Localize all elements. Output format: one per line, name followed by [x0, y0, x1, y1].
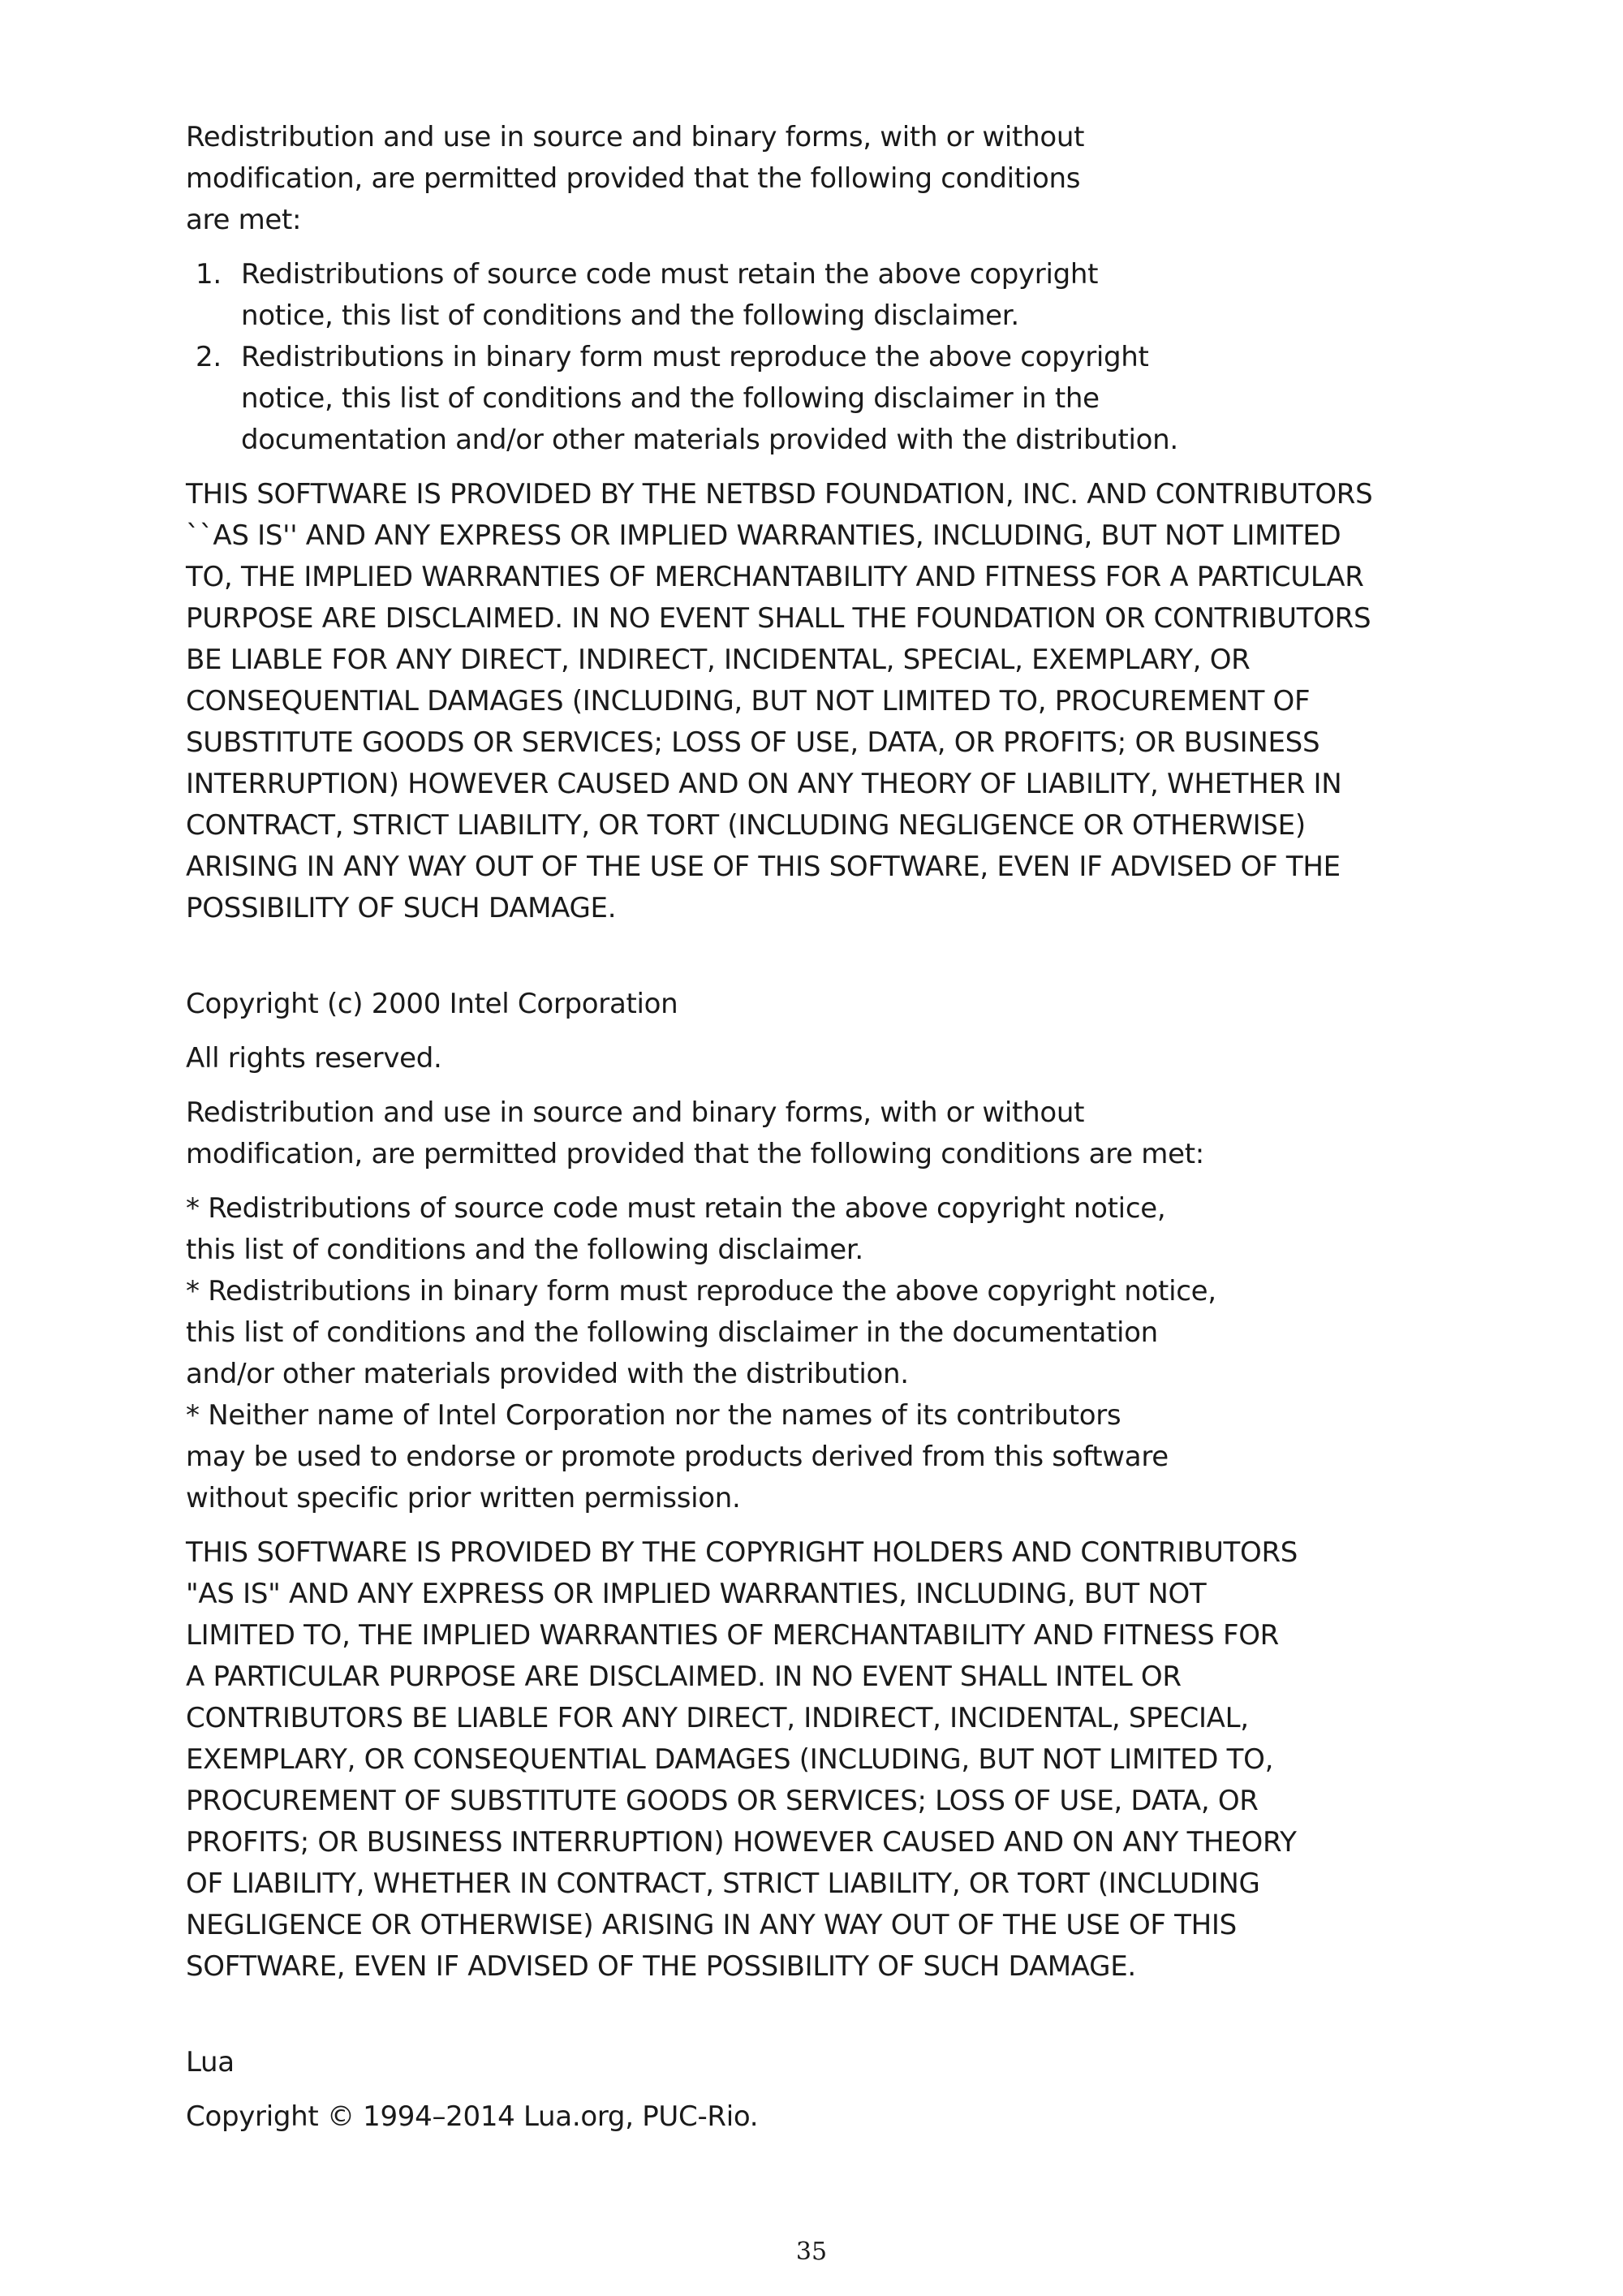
text-line: CONSEQUENTIAL DAMAGES (INCLUDING, BUT NOT LIMITED TO, PROCUREMENT OF — [186, 685, 1311, 717]
text-line: * Redistributions of source code must retain the above copyright notice, — [186, 1192, 1166, 1225]
text-line: modification, are permitted provided that the following conditions — [186, 162, 1081, 195]
text-line: and/or other materials provided with the distribution. — [186, 1358, 909, 1390]
text-line: All rights reserved. — [186, 1042, 442, 1075]
text-line: POSSIBILITY OF SUCH DAMAGE. — [186, 892, 617, 924]
conditions-list — [186, 254, 1468, 461]
text-line: modification, are permitted provided that the following conditions are met: — [186, 1138, 1204, 1170]
page-number: 35 — [795, 2238, 828, 2266]
text-line: may be used to endorse or promote products derived from this software — [186, 1441, 1169, 1473]
text-line: SOFTWARE, EVEN IF ADVISED OF THE POSSIBILITY OF SUCH DAMAGE. — [186, 1950, 1136, 1983]
text-line: * Redistributions in binary form must reproduce the above copyright notice, — [186, 1275, 1216, 1307]
license-intro-paragraph — [186, 1092, 1468, 1175]
text-line: notice, this list of conditions and the following disclaimer. — [241, 299, 1019, 332]
section-title — [186, 2042, 1468, 2083]
text-line: documentation and/or other materials provided with the distribution. — [241, 424, 1178, 456]
text-line: * Neither name of Intel Corporation nor the names of its contributors — [186, 1399, 1121, 1432]
copyright-heading — [186, 2096, 1468, 2138]
text-line: Lua — [186, 2046, 235, 2078]
text-line: CONTRACT, STRICT LIABILITY, OR TORT (INCLUDING NEGLIGENCE OR OTHERWISE) — [186, 809, 1306, 842]
text-line: this list of conditions and the following disclaimer in the documentation — [186, 1316, 1158, 1349]
text-line: are met: — [186, 204, 302, 236]
text-line: Copyright © 1994–2014 Lua.org, PUC-Rio. — [186, 2100, 759, 2133]
text-line: ``AS IS'' AND ANY EXPRESS OR IMPLIED WARRANTIES, INCLUDING, BUT NOT LIMITED — [186, 519, 1341, 552]
text-line: THIS SOFTWARE IS PROVIDED BY THE NETBSD FOUNDATION, INC. AND CONTRIBUTORS — [186, 478, 1373, 510]
text-line: "AS IS" AND ANY EXPRESS OR IMPLIED WARRANTIES, INCLUDING, BUT NOT — [186, 1578, 1207, 1610]
condition-item — [186, 254, 1468, 337]
text-line: NEGLIGENCE OR OTHERWISE) ARISING IN ANY WAY OUT OF THE USE OF THIS — [186, 1909, 1237, 1941]
text-line: A PARTICULAR PURPOSE ARE DISCLAIMED. IN NO EVENT SHALL INTEL OR — [186, 1661, 1182, 1693]
text-line: EXEMPLARY, OR CONSEQUENTIAL DAMAGES (INCLUDING, BUT NOT LIMITED TO, — [186, 1743, 1274, 1776]
text-line: Redistribution and use in source and binary forms, with or without — [186, 1096, 1085, 1129]
text-line: BE LIABLE FOR ANY DIRECT, INDIRECT, INCIDENTAL, SPECIAL, EXEMPLARY, OR — [186, 644, 1251, 676]
text-line: Redistribution and use in source and binary forms, with or without — [186, 121, 1085, 153]
text-line: Redistributions in binary form must reproduce the above copyright — [241, 341, 1149, 373]
text-line: ARISING IN ANY WAY OUT OF THE USE OF THIS SOFTWARE, EVEN IF ADVISED OF THE — [186, 851, 1341, 883]
list-number: 1. — [196, 258, 222, 291]
text-line: THIS SOFTWARE IS PROVIDED BY THE COPYRIGHT HOLDERS AND CONTRIBUTORS — [186, 1536, 1298, 1569]
copyright-heading — [186, 984, 1468, 1025]
text-line: OF LIABILITY, WHETHER IN CONTRACT, STRICT LIABILITY, OR TORT (INCLUDING — [186, 1867, 1260, 1900]
text-line: TO, THE IMPLIED WARRANTIES OF MERCHANTABILITY AND FITNESS FOR A PARTICULAR — [186, 561, 1364, 593]
rights-statement — [186, 1038, 1468, 1079]
condition-item — [186, 337, 1468, 461]
disclaimer-paragraph — [186, 474, 1468, 929]
text-line: PROFITS; OR BUSINESS INTERRUPTION) HOWEVER CAUSED AND ON ANY THEORY — [186, 1826, 1297, 1859]
text-line: INTERRUPTION) HOWEVER CAUSED AND ON ANY THEORY OF LIABILITY, WHETHER IN — [186, 768, 1342, 800]
text-line: PURPOSE ARE DISCLAIMED. IN NO EVENT SHALL THE FOUNDATION OR CONTRIBUTORS — [186, 602, 1371, 635]
text-line: notice, this list of conditions and the following disclaimer in the — [241, 382, 1100, 415]
disclaimer-paragraph — [186, 1532, 1468, 1988]
text-line: SUBSTITUTE GOODS OR SERVICES; LOSS OF USE, DATA, OR PROFITS; OR BUSINESS — [186, 726, 1320, 759]
conditions-bullets — [186, 1188, 1468, 1519]
text-line: this list of conditions and the following disclaimer. — [186, 1234, 863, 1266]
text-line: Copyright (c) 2000 Intel Corporation — [186, 988, 678, 1020]
text-line: PROCUREMENT OF SUBSTITUTE GOODS OR SERVICES; LOSS OF USE, DATA, OR — [186, 1785, 1259, 1817]
text-line: LIMITED TO, THE IMPLIED WARRANTIES OF MERCHANTABILITY AND FITNESS FOR — [186, 1619, 1279, 1652]
text-line: Redistributions of source code must retain the above copyright — [241, 258, 1099, 291]
text-line: without specific prior written permission. — [186, 1482, 741, 1514]
license-page — [186, 117, 1468, 2138]
license-intro-paragraph — [186, 117, 1468, 241]
text-line: CONTRIBUTORS BE LIABLE FOR ANY DIRECT, INDIRECT, INCIDENTAL, SPECIAL, — [186, 1702, 1249, 1734]
list-number: 2. — [196, 341, 222, 373]
